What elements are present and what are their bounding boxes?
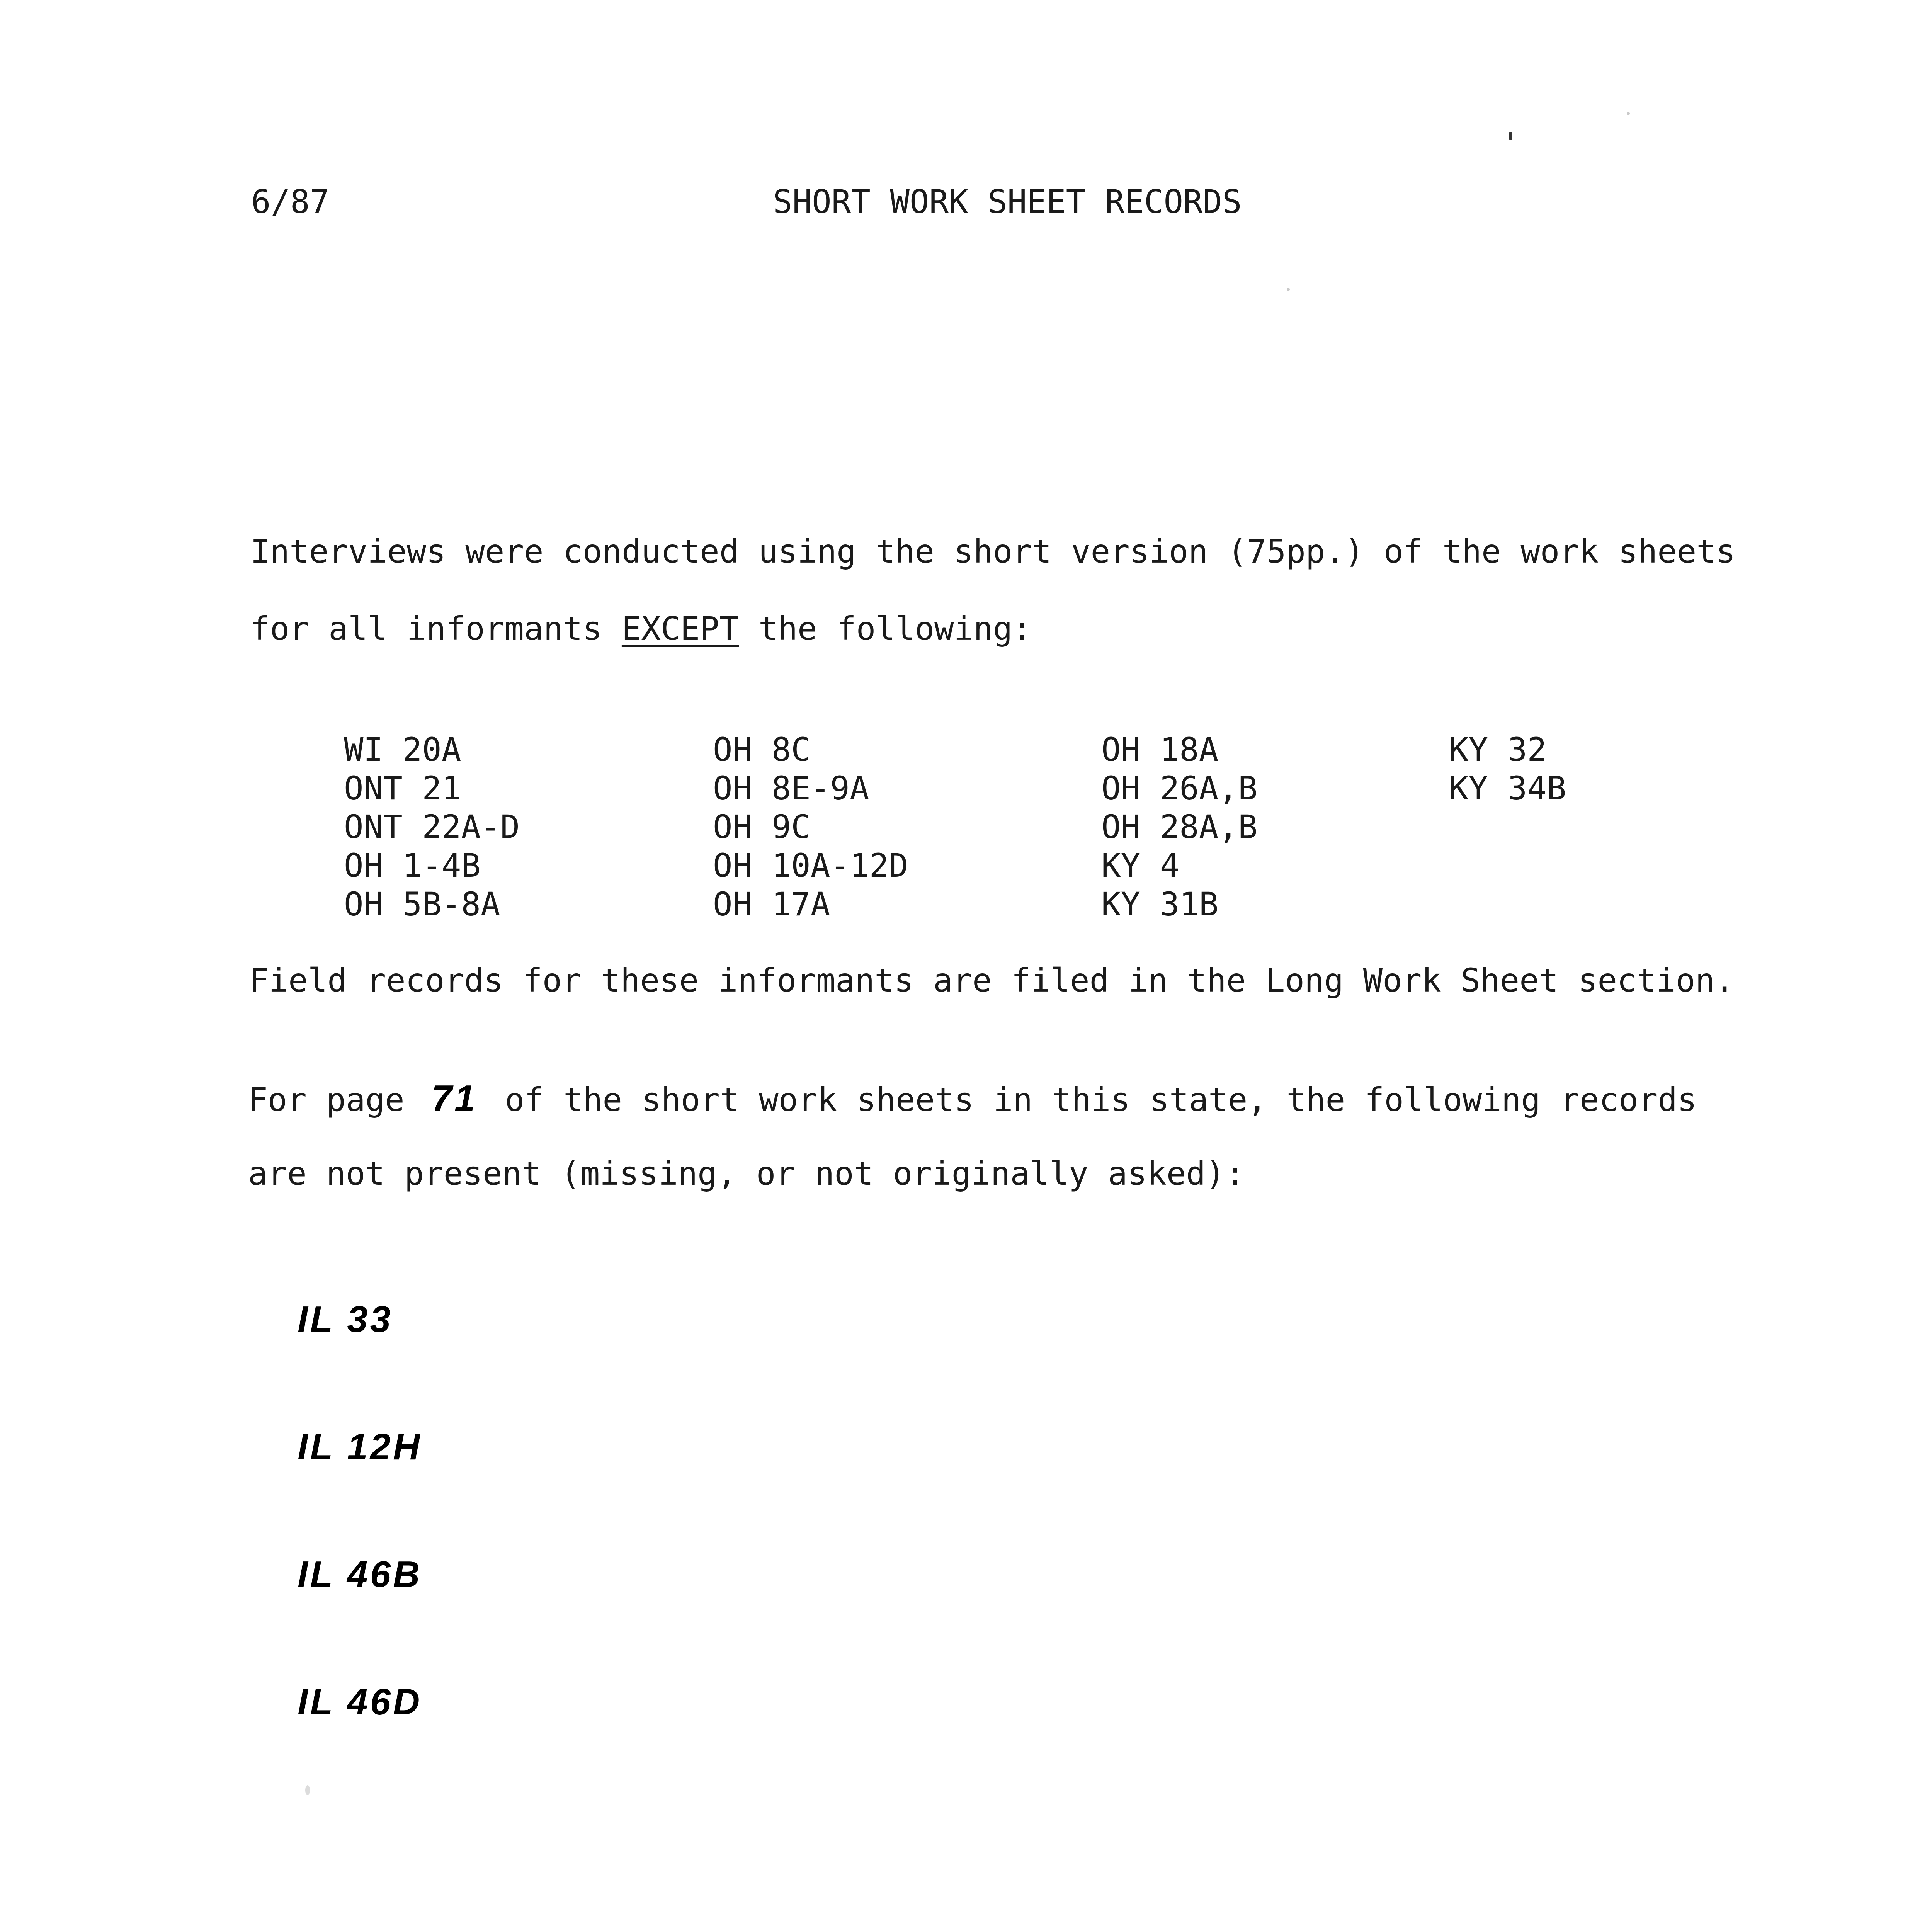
exception-entry: KY 32 xyxy=(1449,731,1547,769)
intro-line-2-end: the following: xyxy=(739,610,1032,648)
page-note-line-2: are not present (missing, or not originally asked): xyxy=(248,1155,1245,1192)
exception-entry: WI 20A xyxy=(344,731,461,769)
exception-entry: ONT 22A-D xyxy=(344,808,520,846)
exception-entry: OH 10A-12D xyxy=(713,847,908,884)
scan-speck xyxy=(1509,132,1512,140)
exception-entry: OH 18A xyxy=(1101,731,1219,769)
page-note-prefix: For page xyxy=(248,1081,405,1119)
intro-line-1: Interviews were conducted using the short version (75pp.) of the work sheets xyxy=(250,532,1736,570)
intro-line-2 xyxy=(250,610,1032,648)
scan-speck xyxy=(305,1785,310,1795)
exception-entry: OH 5B-8A xyxy=(344,885,500,923)
exception-entry: OH 17A xyxy=(713,885,830,923)
exceptions-column-2 xyxy=(713,730,908,923)
exceptions-column-3 xyxy=(1101,730,1258,923)
except-emphasis: EXCEPT xyxy=(621,610,739,648)
page-title: SHORT WORK SHEET RECORDS xyxy=(773,183,1242,221)
missing-record: IL 46D xyxy=(298,1681,422,1723)
scan-speck xyxy=(1627,112,1630,115)
missing-record: IL 46B xyxy=(298,1554,422,1595)
field-records-note: Field records for these informants are filed in the Long Work Sheet section. xyxy=(249,961,1735,999)
exception-entry: OH 1-4B xyxy=(344,847,481,884)
exceptions-column-1 xyxy=(344,730,520,923)
exception-entry: ONT 21 xyxy=(344,769,461,807)
handwritten-page-number: 71 xyxy=(431,1078,478,1119)
exception-entry: OH 26A,B xyxy=(1101,769,1258,807)
exception-entry: OH 8C xyxy=(713,731,811,769)
missing-record: IL 33 xyxy=(298,1299,393,1340)
exception-entry: KY 34B xyxy=(1449,769,1566,807)
exception-entry: OH 28A,B xyxy=(1101,808,1258,846)
exception-entry: OH 9C xyxy=(713,808,811,846)
missing-record: IL 12H xyxy=(298,1426,422,1468)
exception-entry: KY 31B xyxy=(1101,885,1219,923)
missing-records-list xyxy=(298,1298,422,1808)
page-note-line-1 xyxy=(248,1080,1697,1117)
exception-entry: OH 8E-9A xyxy=(713,769,869,807)
exception-entry: KY 4 xyxy=(1101,847,1180,884)
intro-line-2-start: for all informants xyxy=(250,610,622,648)
exceptions-column-4 xyxy=(1449,730,1566,808)
page-note-suffix: of the short work sheets in this state, the following records xyxy=(505,1081,1697,1119)
scan-speck xyxy=(1287,288,1290,291)
date-code: 6/87 xyxy=(251,183,330,221)
